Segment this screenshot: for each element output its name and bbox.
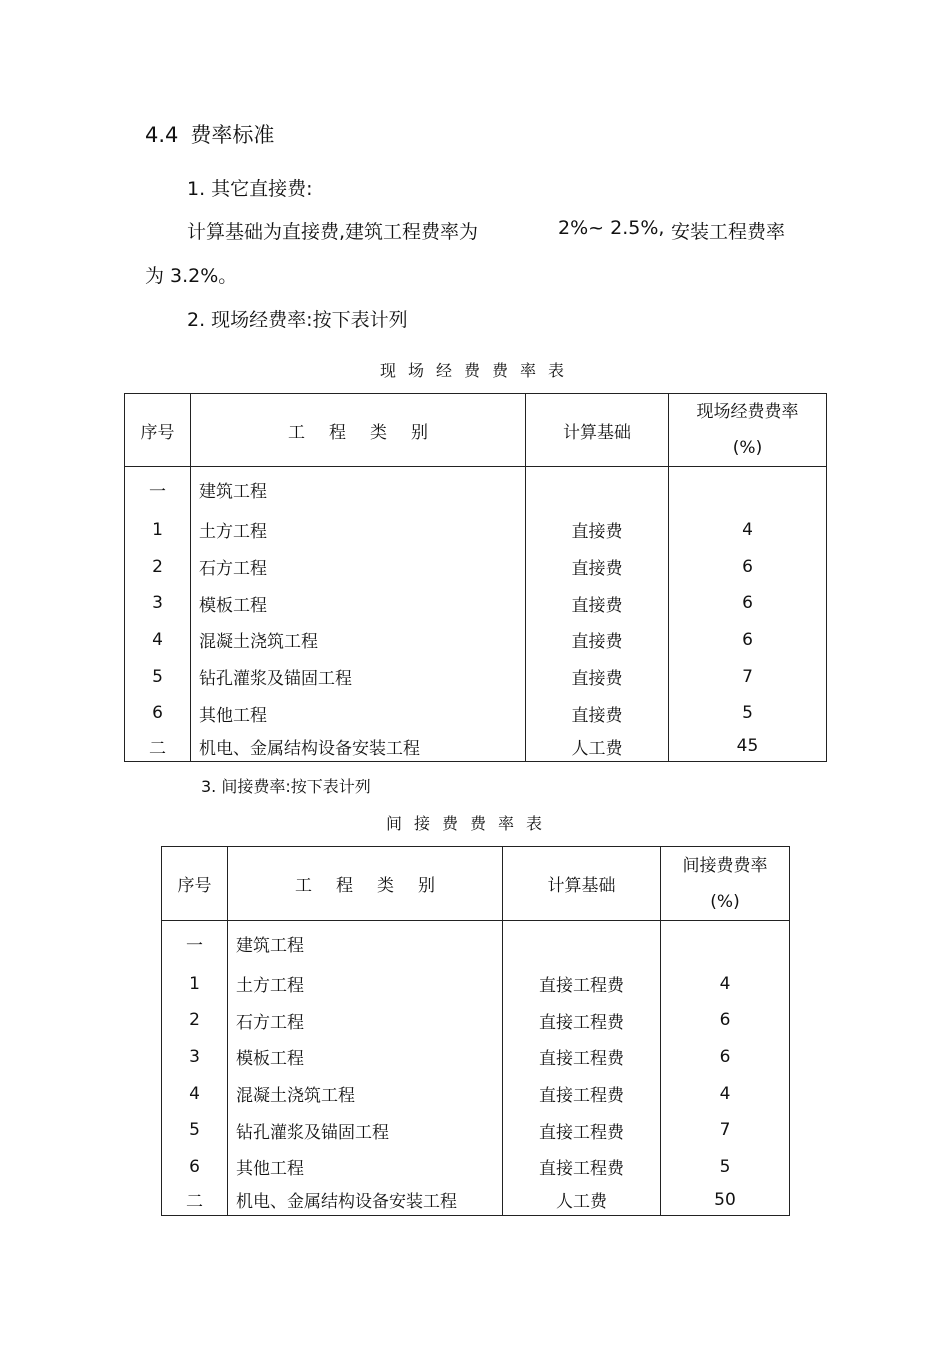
seq-cell: 5 <box>125 658 191 695</box>
category-cell: 机电、金属结构设备安装工程 <box>191 732 526 762</box>
seq-cell: 6 <box>125 695 191 732</box>
t1-header-rate-line2: (%) <box>732 438 763 458</box>
basis-cell: 人工费 <box>503 1185 661 1215</box>
basis-cell: 人工费 <box>526 732 669 762</box>
category-cell: 钻孔灌浆及锚固工程 <box>228 1112 503 1149</box>
seq-cell: 4 <box>125 622 191 659</box>
table-row <box>162 966 790 1003</box>
indirect-expense-rate-table <box>161 846 790 1216</box>
category-cell: 建筑工程 <box>228 921 503 966</box>
item-1-label: 1. 其它直接费: <box>187 178 313 200</box>
rate-cell: 6 <box>669 622 827 659</box>
table-row <box>125 658 827 695</box>
basis-cell: 直接费 <box>526 695 669 732</box>
section-heading <box>145 119 274 149</box>
category-cell: 建筑工程 <box>191 467 526 512</box>
basis-cell: 直接工程费 <box>503 966 661 1003</box>
table-row <box>125 585 827 622</box>
basis-cell <box>503 921 661 966</box>
seq-cell: 3 <box>162 1039 228 1076</box>
item-2-label: 2. 现场经费率:按下表计列 <box>187 309 408 331</box>
seq-cell: 一 <box>162 921 228 966</box>
t2-header-rate-line2: (%) <box>710 891 740 912</box>
basis-cell: 直接费 <box>526 585 669 622</box>
table-row <box>162 1112 790 1149</box>
rate-cell: 7 <box>661 1112 790 1149</box>
t1-header-category <box>191 394 526 467</box>
seq-cell: 2 <box>162 1002 228 1039</box>
category-cell: 模板工程 <box>191 585 526 622</box>
t1-header-rate <box>669 394 827 467</box>
t1-header-seq: 序号 <box>125 394 191 467</box>
item-1-text-a: 计算基础为直接费,建筑工程费率为 <box>187 221 479 243</box>
category-cell: 其他工程 <box>228 1148 503 1185</box>
t1-header-category-text: 工 程 类 别 <box>288 422 428 443</box>
table-row <box>162 1075 790 1112</box>
t2-header-basis: 计算基础 <box>503 847 661 921</box>
rate-cell <box>669 467 827 512</box>
rate-cell <box>661 921 790 966</box>
seq-cell: 2 <box>125 548 191 585</box>
seq-cell: 二 <box>125 732 191 762</box>
basis-cell: 直接费 <box>526 512 669 549</box>
table-row <box>125 512 827 549</box>
seq-cell: 6 <box>162 1148 228 1185</box>
rate-cell: 4 <box>661 966 790 1003</box>
seq-cell: 3 <box>125 585 191 622</box>
seq-cell: 二 <box>162 1185 228 1215</box>
item-1-range: 2%~ 2.5%, <box>558 217 665 239</box>
t2-header-rate <box>661 847 790 921</box>
section-title: 费率标准 <box>190 123 275 147</box>
basis-cell: 直接费 <box>526 622 669 659</box>
site-expense-rate-table <box>124 393 827 762</box>
t2-header-seq: 序号 <box>162 847 228 921</box>
seq-cell: 1 <box>162 966 228 1003</box>
table-row <box>162 1148 790 1185</box>
category-cell: 钻孔灌浆及锚固工程 <box>191 658 526 695</box>
table1-caption: 现场经费费率表 <box>380 361 577 380</box>
category-cell: 混凝土浇筑工程 <box>191 622 526 659</box>
t1-header-basis: 计算基础 <box>526 394 669 467</box>
category-cell: 混凝土浇筑工程 <box>228 1075 503 1112</box>
basis-cell: 直接工程费 <box>503 1075 661 1112</box>
table-row <box>125 732 827 762</box>
basis-cell: 直接费 <box>526 658 669 695</box>
table-row <box>162 1002 790 1039</box>
basis-cell: 直接工程费 <box>503 1148 661 1185</box>
t2-header-category-text: 工 程 类 别 <box>295 876 435 896</box>
category-cell: 石方工程 <box>228 1002 503 1039</box>
table-row <box>162 1039 790 1076</box>
seq-cell: 1 <box>125 512 191 549</box>
category-cell: 土方工程 <box>191 512 526 549</box>
rate-cell: 45 <box>669 732 827 762</box>
basis-cell: 直接工程费 <box>503 1112 661 1149</box>
item-3-label: 3. 间接费率:按下表计列 <box>201 777 371 796</box>
t2-header-rate-line1: 间接费费率 <box>682 855 768 876</box>
rate-cell: 6 <box>661 1039 790 1076</box>
rate-cell: 4 <box>669 512 827 549</box>
rate-cell: 6 <box>669 548 827 585</box>
t2-header-category <box>228 847 503 921</box>
basis-cell: 直接工程费 <box>503 1002 661 1039</box>
item-1-text-line2: 为 3.2%。 <box>145 265 238 287</box>
category-cell: 模板工程 <box>228 1039 503 1076</box>
table2-caption: 间接费费率表 <box>386 814 555 833</box>
t1-header-rate-line1: 现场经费费率 <box>696 402 799 422</box>
category-cell: 土方工程 <box>228 966 503 1003</box>
table-row <box>125 622 827 659</box>
seq-cell: 5 <box>162 1112 228 1149</box>
section-number: 4.4 <box>145 123 179 147</box>
rate-cell: 6 <box>669 585 827 622</box>
table-row <box>125 695 827 732</box>
category-cell: 其他工程 <box>191 695 526 732</box>
table-row <box>162 1185 790 1215</box>
basis-cell <box>526 467 669 512</box>
table-row <box>125 548 827 585</box>
table-row <box>162 921 790 966</box>
rate-cell: 7 <box>669 658 827 695</box>
rate-cell: 50 <box>661 1185 790 1215</box>
category-cell: 石方工程 <box>191 548 526 585</box>
rate-cell: 4 <box>661 1075 790 1112</box>
item-1-text-b: 安装工程费率 <box>671 221 786 243</box>
rate-cell: 6 <box>661 1002 790 1039</box>
rate-cell: 5 <box>669 695 827 732</box>
seq-cell: 4 <box>162 1075 228 1112</box>
basis-cell: 直接费 <box>526 548 669 585</box>
basis-cell: 直接工程费 <box>503 1039 661 1076</box>
table-row <box>125 467 827 512</box>
category-cell: 机电、金属结构设备安装工程 <box>228 1185 503 1215</box>
seq-cell: 一 <box>125 467 191 512</box>
rate-cell: 5 <box>661 1148 790 1185</box>
